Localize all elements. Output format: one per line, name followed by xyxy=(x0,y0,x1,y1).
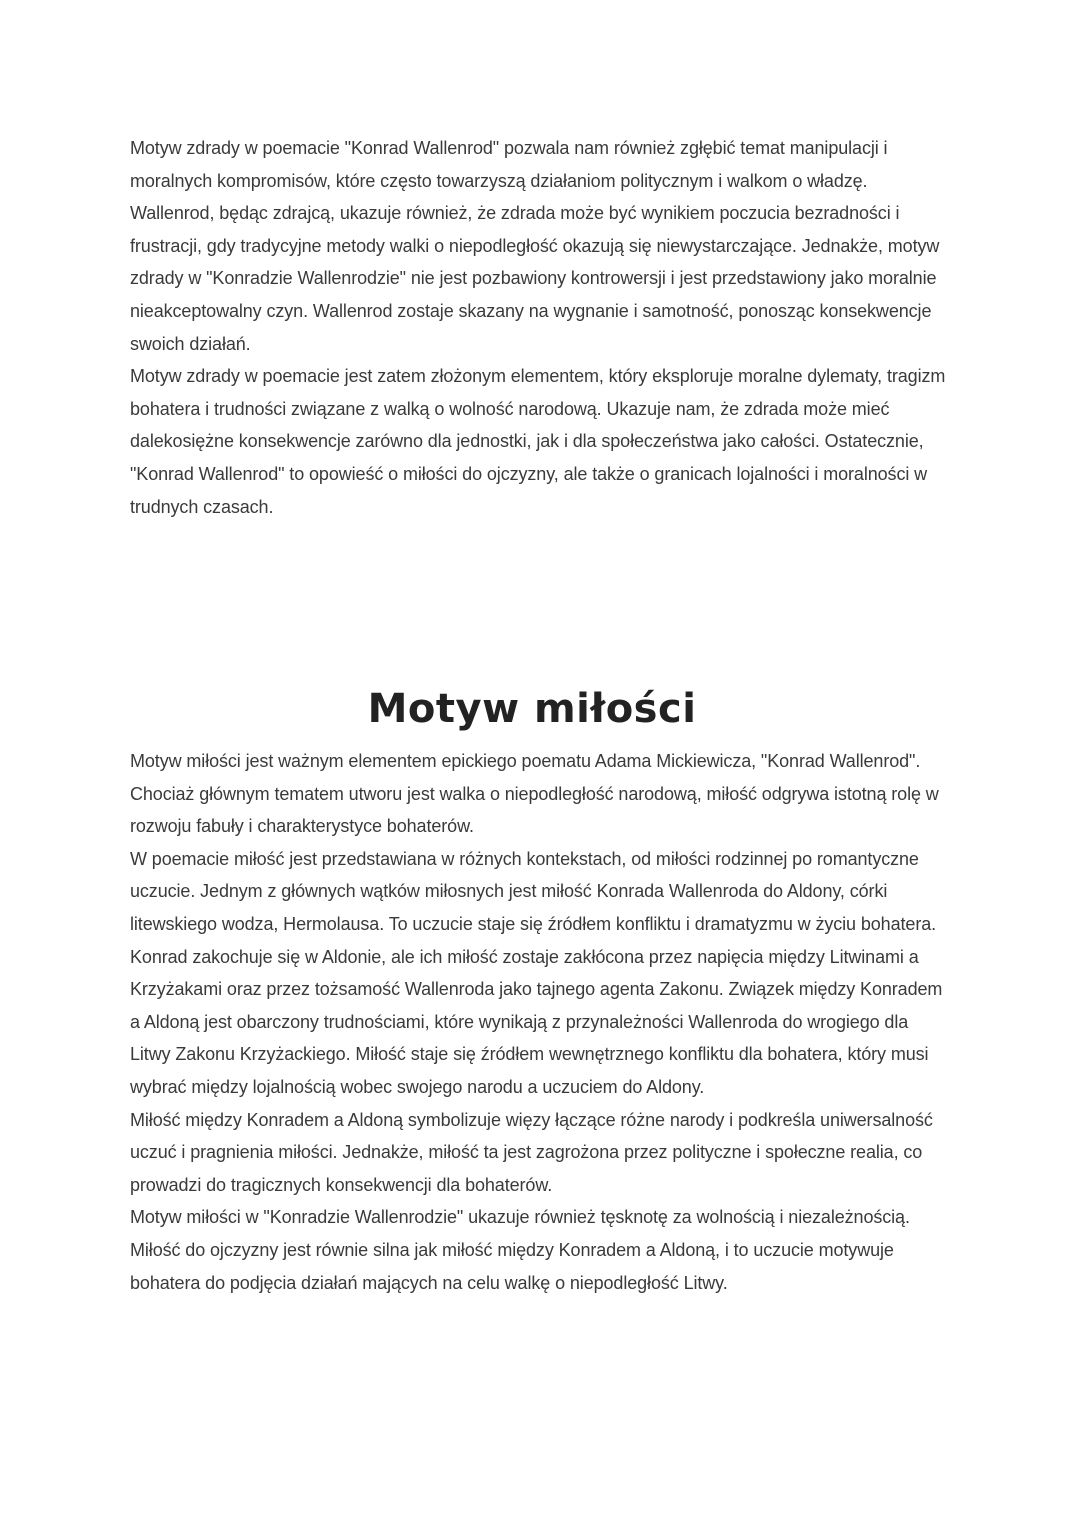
paragraph: Miłość między Konradem a Aldoną symbolizuje więzy łączące różne narody i podkreśla uniwersalność uczuć i pragnienia miłości. Jednakże, miłość ta jest zagrożona przez polityczne i społeczne realia, co prowadzi do tragicznych konsekwencji dla bohaterów. xyxy=(130,1109,933,1195)
section-heading: Motyw miłości xyxy=(367,686,697,732)
section-milosc xyxy=(130,745,950,1299)
section-zdrada xyxy=(130,132,950,523)
paragraph: Motyw miłości w "Konradzie Wallenrodzie" ukazuje również tęsknotę za wolnością i niezależnością. Miłość do ojczyzny jest równie silna jak miłość między Konradem a Aldoną, i to uczucie motywuje bohatera do podjęcia działań mających na celu walkę o niepodległość Litwy. xyxy=(130,1207,910,1293)
paragraph: Motyw zdrady w poemacie jest zatem złożonym elementem, który eksploruje moralne dylematy, tragizm bohatera i trudności związane z walką o wolność narodową. Ukazuje nam, że zdrada może mieć dalekosiężne konsekwencje zarówno dla jednostki, jak i dla społeczeństwa jako całości. Ostatecznie, "Konrad Wallenrod" to opowieść o miłości do ojczyzny, ale także o granicach lojalności i moralności w trudnych czasach. xyxy=(130,366,946,517)
paragraph: Konrad zakochuje się w Aldonie, ale ich miłość zostaje zakłócona przez napięcia między Litwinami a Krzyżakami oraz przez tożsamość Wallenroda jako tajnego agenta Zakonu. Związek między Konradem a Aldoną jest obarczony trudnościami, które wynikają z przynależności Wallenroda do wrogiego dla Litwy Zakonu Krzyżackiego. Miłość staje się źródłem wewnętrznego konfliktu dla bohatera, który musi wybrać między lojalnością wobec swojego narodu a uczuciem do Aldony. xyxy=(130,946,943,1097)
paragraph: W poemacie miłość jest przedstawiana w różnych kontekstach, od miłości rodzinnej po romantyczne uczucie. Jednym z głównych wątków miłosnych jest miłość Konrada Wallenroda do Aldony, córki litewskiego wodza, Hermolausa. To uczucie staje się źródłem konfliktu i dramatyzmu w życiu bohatera. xyxy=(130,848,937,934)
paragraph: Motyw zdrady w poemacie "Konrad Wallenrod" pozwala nam również zgłębić temat manipulacji i moralnych kompromisów, które często towarzyszą działaniom politycznym i walkom o władzę. Wallenrod, będąc zdrajcą, ukazuje również, że zdrada może być wynikiem poczucia bezradności i frustracji, gdy tradycyjne metody walki o niepodległość okazują się niewystarczające. Jednakże, motyw zdrady w "Konradzie Wallenrodzie" nie jest pozbawiony kontrowersji i jest przedstawiony jako moralnie nieakceptowalny czyn. Wallenrod zostaje skazany na wygnanie i samotność, ponosząc konsekwencje swoich działań. xyxy=(130,138,940,354)
paragraph: Motyw miłości jest ważnym elementem epickiego poematu Adama Mickiewicza, "Konrad Wallenrod". Chociaż głównym tematem utworu jest walka o niepodległość narodową, miłość odgrywa istotną rolę w rozwoju fabuły i charakterystyce bohaterów. xyxy=(130,751,939,837)
